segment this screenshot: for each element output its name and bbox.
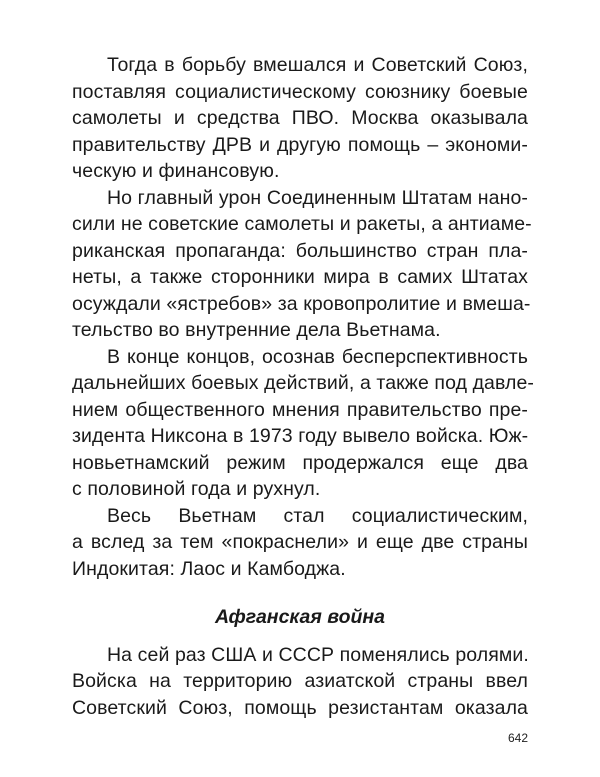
paragraph-2 — [72, 185, 532, 344]
paragraph-line: ческую и финансовую. — [72, 160, 280, 182]
paragraph-line: правительству ДРВ и другую помощь – экономи- — [72, 133, 528, 156]
paragraph-line: Но главный урон Соединенным Штатам нано- — [107, 186, 528, 209]
section-heading: Афганская война — [214, 606, 386, 628]
paragraph-line: Войска на территорию азиатской страны ввел — [72, 670, 528, 692]
paragraph-line: зидента Никсона в 1973 году вывело войска. Юж- — [72, 425, 529, 447]
paragraph-line: Советский Союз, помощь резистантам оказала — [72, 696, 528, 719]
paragraph-line: с половиной года и рухнул. — [72, 478, 321, 500]
paragraph-line: новьетнамский режим продержался еще два — [72, 451, 528, 474]
paragraph-line: неты, а также сторонники мира в самих Штатах — [72, 266, 528, 288]
page-number: 642 — [507, 731, 528, 745]
paragraph-line: сили не советские самолеты и ракеты, а антиаме- — [72, 213, 532, 235]
paragraph-line: нием общественного мнения правительство пре- — [72, 398, 528, 421]
paragraph-line: дальнейших боевых действий, а также под давле- — [72, 372, 535, 394]
paragraph-line: Весь Вьетнам стал социалистическим, — [107, 504, 528, 527]
paragraph-3 — [72, 344, 535, 503]
paragraph-line: Тогда в борьбу вмешался и Советский Союз, — [107, 54, 528, 76]
paragraph-line: осуждали «ястребов» за кровопролитие и вмеша- — [72, 292, 531, 315]
paragraph-line: Индокитая: Лаос и Камбоджа. — [72, 557, 346, 580]
paragraph-line: В конце концов, осознав бесперспективность — [107, 345, 528, 368]
book-page-body — [72, 52, 535, 721]
paragraph-line: самолеты и средства ПВО. Москва оказывала — [72, 107, 528, 129]
paragraph-line: На сей раз США и СССР поменялись ролями. — [107, 643, 529, 666]
paragraph-line: риканская пропаганда: большинство стран пла- — [72, 239, 528, 262]
section-paragraph — [72, 642, 528, 722]
paragraph-line: тельство во внутренние дела Вьетнама. — [72, 319, 441, 341]
paragraph-line: а вслед за тем «покраснели» и еще две страны — [72, 531, 528, 553]
paragraph-line: поставляя социалистическому союзнику боевые — [72, 80, 528, 103]
paragraph-4 — [72, 503, 528, 583]
paragraph-1 — [72, 52, 528, 185]
